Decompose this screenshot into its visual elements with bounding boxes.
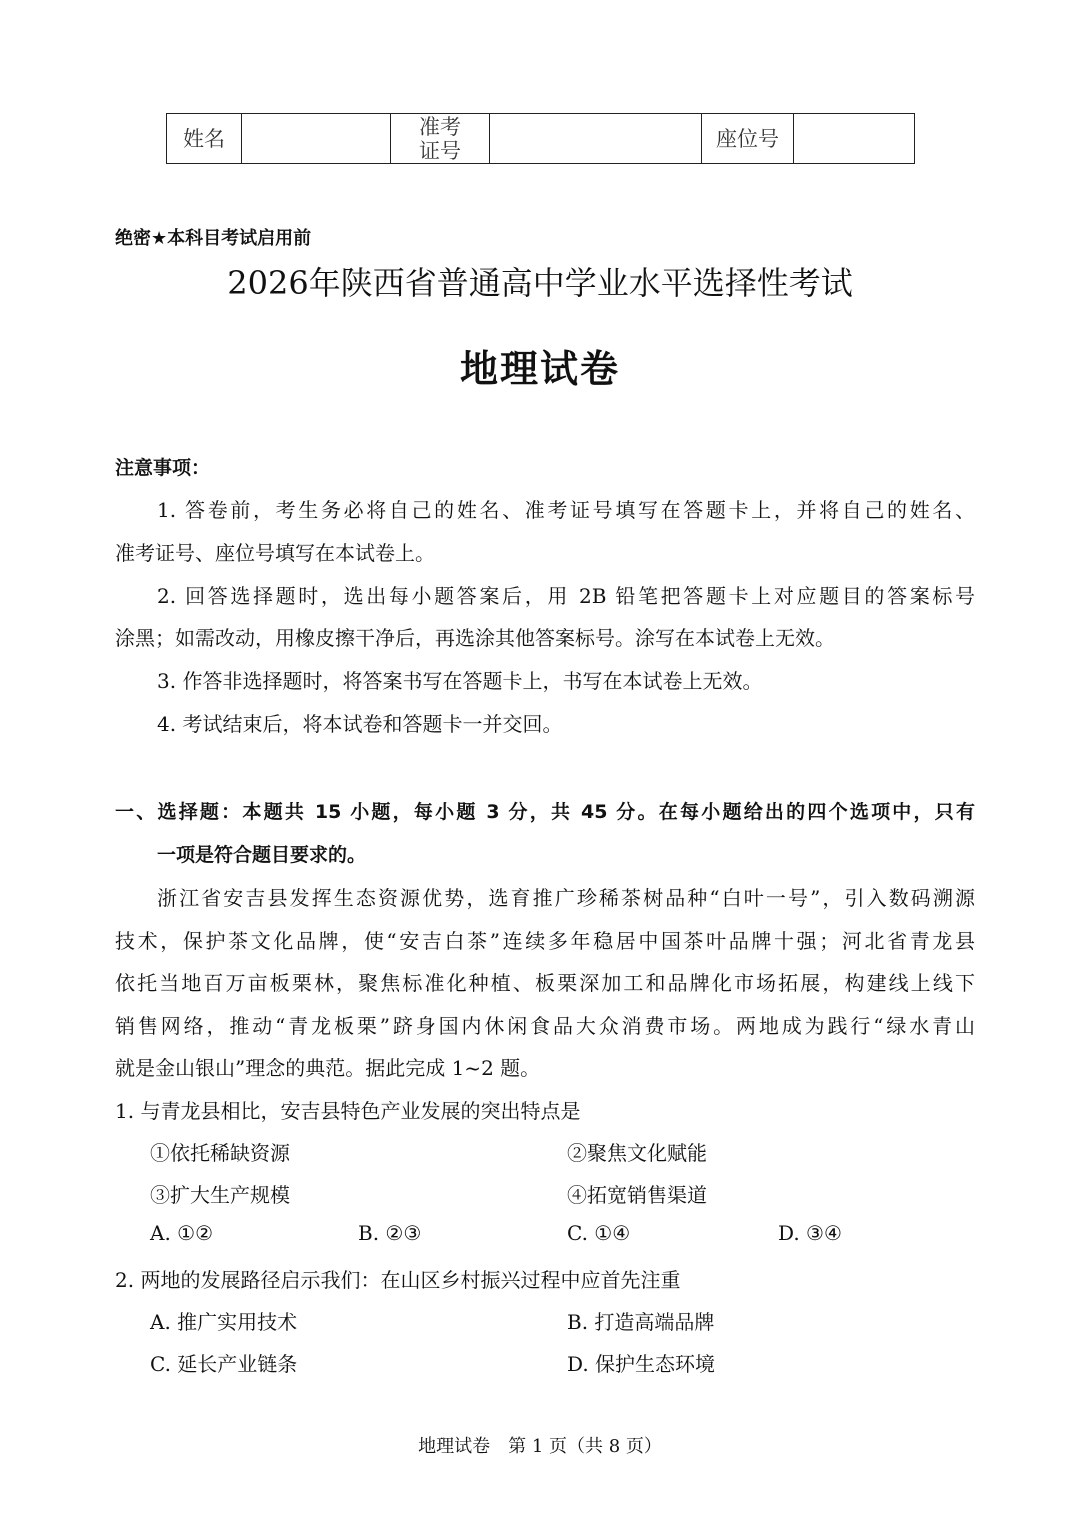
candidate-info-table [166, 113, 915, 164]
passage-line: 依托当地百万亩板栗林，聚焦标准化种植、板栗深加工和品牌化市场拓展，构建线上线下 [115, 971, 975, 995]
passage-line: 销售网络，推动“青龙板栗”跻身国内休闲食品大众消费市场。两地成为践行“绿水青山 [115, 1014, 975, 1038]
name-label: 姓名 [167, 114, 242, 164]
q1-item: ①依托稀缺资源 [150, 1141, 290, 1165]
confidential-mark: 绝密★本科目考试启用前 [115, 228, 312, 249]
passage-line: 浙江省安吉县发挥生态资源优势，选育推广珍稀茶树品种“白叶一号”，引入数码溯源 [157, 886, 975, 910]
q2-choice-b: B. 打造高端品牌 [567, 1310, 715, 1334]
q2-choice-a: A. 推广实用技术 [150, 1310, 298, 1334]
notice-line: 准考证号、座位号填写在本试卷上。 [115, 541, 435, 565]
notice-heading: 注意事项： [115, 457, 211, 479]
notice-line: 2. 回答选择题时，选出每小题答案后，用 2B 铅笔把答题卡上对应题目的答案标号 [157, 584, 975, 608]
q1-item: ③扩大生产规模 [150, 1183, 290, 1207]
ticket-label-line2: 证号 [419, 138, 461, 163]
ticket-number-field [490, 114, 702, 164]
ticket-number-label [391, 114, 490, 164]
name-field [242, 114, 391, 164]
seat-number-label: 座位号 [702, 114, 794, 164]
notice-line: 3. 作答非选择题时，将答案书写在答题卡上，书写在本试卷上无效。 [157, 669, 763, 693]
notice-line: 1. 答卷前，考生务必将自己的姓名、准考证号填写在答题卡上，并将自己的姓名、 [157, 498, 975, 522]
notice-line: 4. 考试结束后，将本试卷和答题卡一并交回。 [157, 712, 563, 736]
page-footer: 地理试卷 第 1 页（共 8 页） [418, 1436, 662, 1457]
q1-item: ②聚焦文化赋能 [567, 1141, 707, 1165]
seat-number-field [794, 114, 915, 164]
q2-choice-c: C. 延长产业链条 [150, 1352, 298, 1376]
q2-choice-d: D. 保护生态环境 [567, 1352, 716, 1376]
subject-title: 地理试卷 [459, 347, 620, 391]
question-2-stem: 2. 两地的发展路径启示我们：在山区乡村振兴过程中应首先注重 [115, 1268, 681, 1292]
notice-line: 涂黑；如需改动，用橡皮擦干净后，再选涂其他答案标号。涂写在本试卷上无效。 [115, 626, 835, 650]
passage-line: 就是金山银山”理念的典范。据此完成 1~2 题。 [115, 1056, 541, 1080]
exam-title: 2026年陕西省普通高中学业水平选择性考试 [227, 264, 853, 302]
q1-choice-d: D. ③④ [778, 1221, 842, 1245]
q1-choice-b: B. ②③ [358, 1221, 422, 1245]
q1-item: ④拓宽销售渠道 [567, 1183, 707, 1207]
question-1-stem: 1. 与青龙县相比，安吉县特色产业发展的突出特点是 [115, 1099, 581, 1123]
section-heading-cont: 一项是符合题目要求的。 [157, 844, 367, 866]
q1-choice-a: A. ①② [150, 1221, 214, 1245]
ticket-label-line1: 准考 [419, 114, 461, 139]
section-heading: 一、选择题：本题共 15 小题，每小题 3 分，共 45 分。在每小题给出的四个选项中，只有 [115, 801, 975, 823]
passage-line: 技术，保护茶文化品牌，使“安吉白茶”连续多年稳居中国茶叶品牌十强；河北省青龙县 [115, 929, 975, 953]
q1-choice-c: C. ①④ [567, 1221, 631, 1245]
